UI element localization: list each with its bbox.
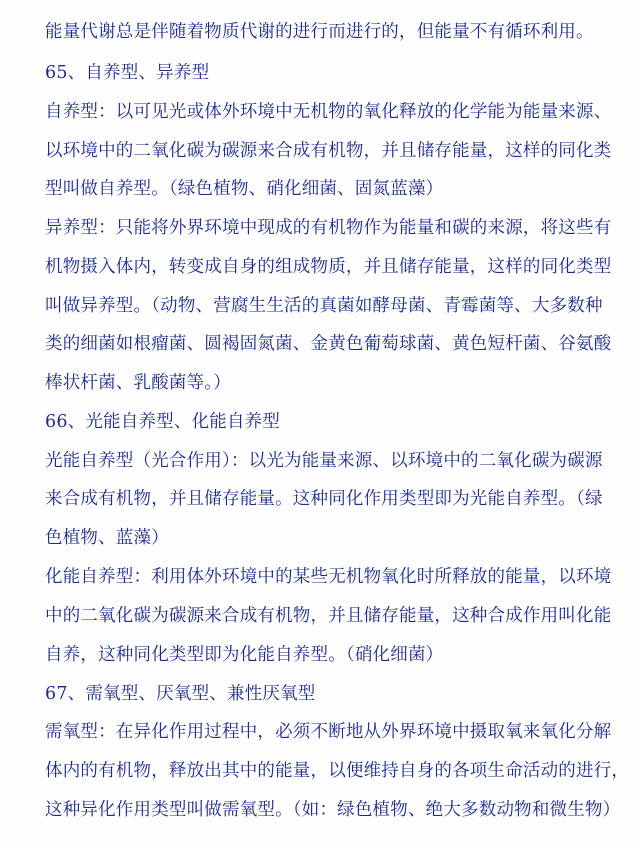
- text-line: 中的二氧化碳为碳源来合成有机物，并且储存能量，这种合成作用叫化能: [45, 606, 612, 626]
- text-line: 类的细菌如根瘤菌、圆褐固氮菌、金黄色葡萄球菌、黄色短杆菌、谷氨酸: [45, 334, 612, 354]
- section-heading-67: 67、需氧型、厌氧型、兼性厌氧型: [45, 684, 316, 704]
- text-line: 自养，这种同化类型即为化能自养型。（硝化细菌）: [45, 645, 444, 665]
- section-heading-66: 66、光能自养型、化能自养型: [45, 412, 281, 432]
- text-line: 型叫做自养型。（绿色植物、硝化细菌、固氮蓝藻）: [45, 179, 444, 199]
- text-line: 体内的有机物，释放出其中的能量，以便维持自身的各项生命活动的进行，: [45, 761, 630, 781]
- text-line: 能量代谢总是伴随着物质代谢的进行而进行的，但能量不有循环利用。: [45, 22, 594, 42]
- text-line: 自养型：以可见光或体外环境中无机物的氧化释放的化学能为能量来源、: [45, 102, 612, 122]
- text-line: 化能自养型：利用体外环境中的某些无机物氧化时所释放的能量，以环境: [45, 567, 612, 587]
- text-line: 异养型：只能将外界环境中现成的有机物作为能量和碳的来源，将这些有: [45, 218, 612, 238]
- text-line: 以环境中的二氧化碳为碳源来合成有机物，并且储存能量，这样的同化类: [45, 141, 612, 161]
- text-line: 机物摄入体内，转变成自身的组成物质，并且储存能量，这样的同化类型: [45, 257, 612, 277]
- section-heading-65: 65、自养型、异养型: [45, 63, 210, 83]
- text-line: 需氧型：在异化作用过程中，必须不断地从外界环境中摄取氧来氧化分解: [45, 722, 612, 742]
- text-line: 棒状杆菌、乳酸菌等。）: [45, 373, 231, 393]
- text-line: 光能自养型（光合作用）：以光为能量来源、以环境中的二氧化碳为碳源: [45, 451, 603, 471]
- text-line: 叫做异养型。（动物、营腐生生活的真菌如酵母菌、青霉菌等、大多数种: [45, 296, 603, 316]
- text-line: 色植物、蓝藻）: [45, 528, 169, 548]
- text-line: 来合成有机物，并且储存能量。这种同化作用类型即为光能自养型。（绿: [45, 489, 603, 509]
- text-line: 这种异化作用类型叫做需氧型。（如：绿色植物、绝大多数动物和微生物）: [45, 800, 621, 820]
